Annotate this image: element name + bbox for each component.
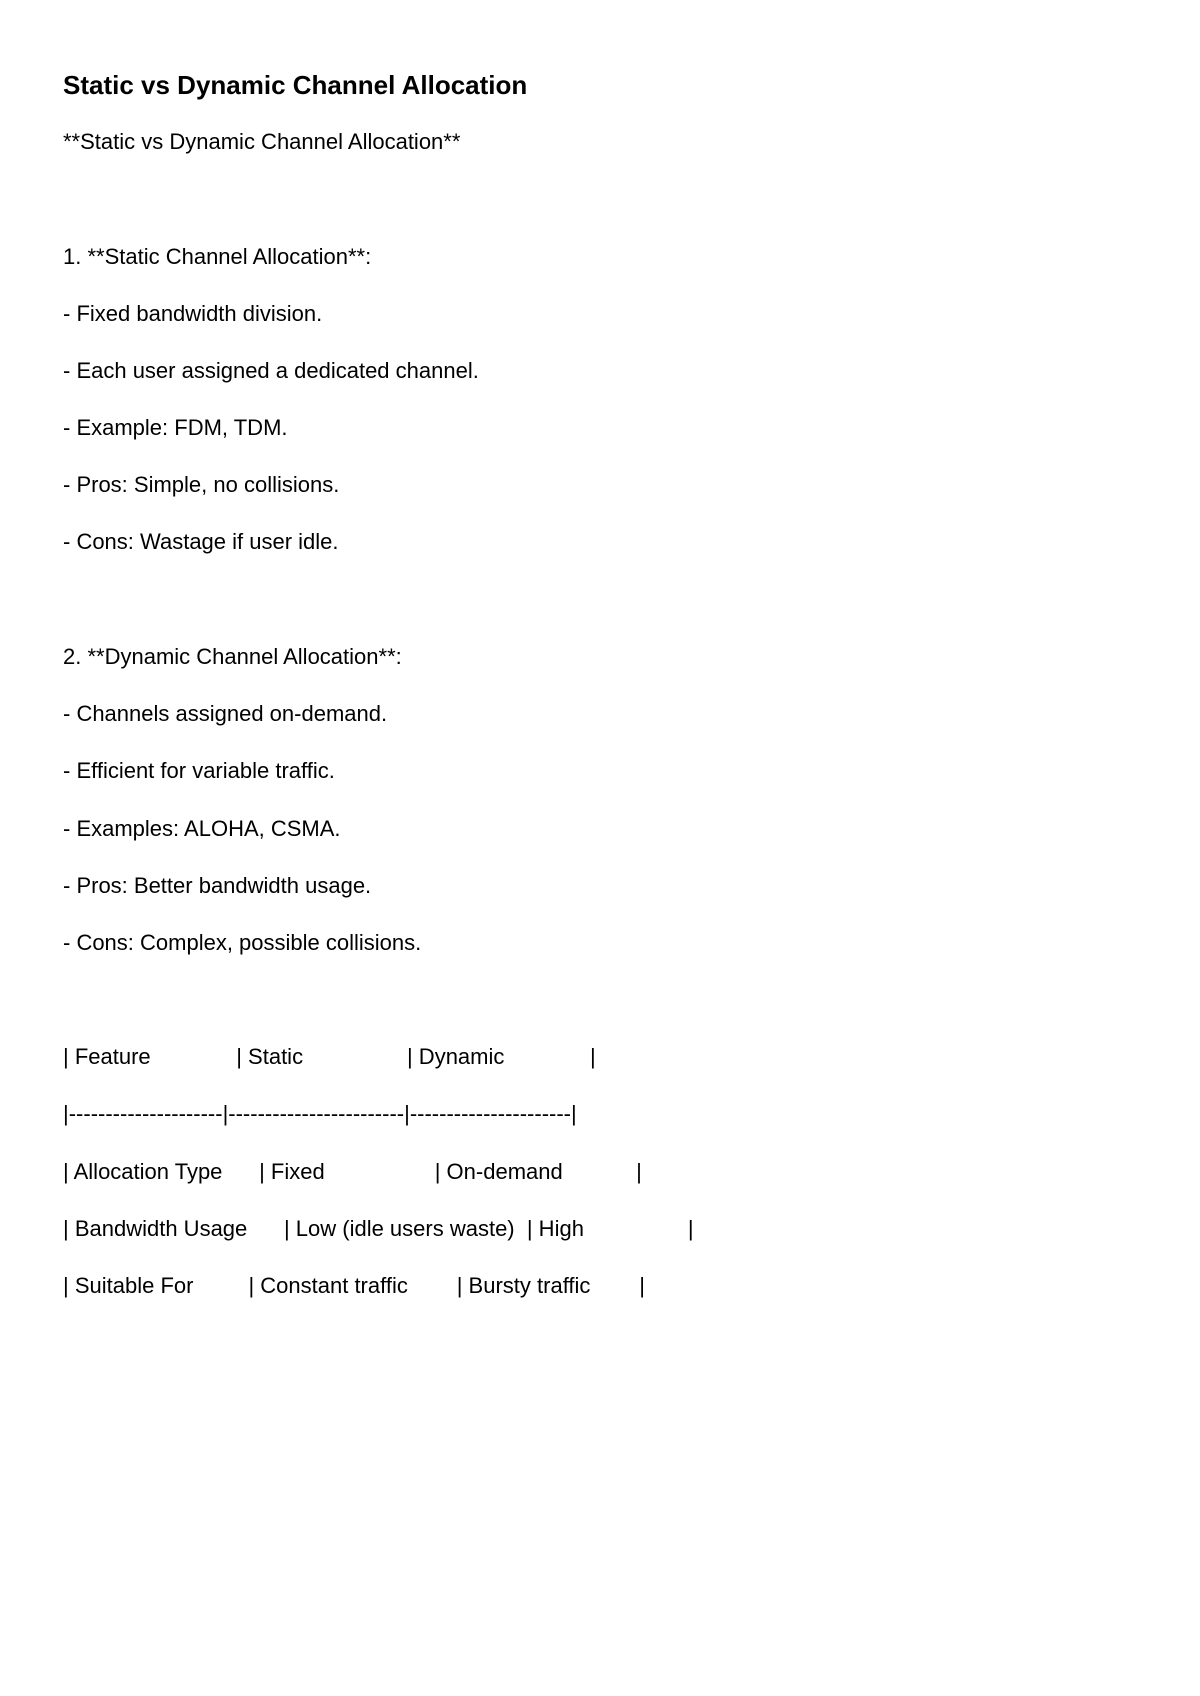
section1-bullet: - Each user assigned a dedicated channel.: [63, 358, 479, 383]
section1-bullet: - Pros: Simple, no collisions.: [63, 472, 340, 497]
table-header-line: | Feature | Static | Dynamic |: [63, 1044, 596, 1069]
section2-bullet: - Channels assigned on-demand.: [63, 701, 388, 726]
section1-bullet: - Fixed bandwidth division.: [63, 301, 323, 326]
section2-bullet: - Efficient for variable traffic.: [63, 758, 335, 783]
section2-heading: 2. **Dynamic Channel Allocation**:: [63, 644, 402, 669]
section2-bullet: - Cons: Complex, possible collisions.: [63, 930, 422, 955]
table-row-line: | Bandwidth Usage | Low (idle users waste) | High |: [63, 1216, 694, 1241]
section1-bullet: - Cons: Wastage if user idle.: [63, 529, 339, 554]
table-row-line: | Allocation Type | Fixed | On-demand |: [63, 1159, 642, 1184]
section2-bullet: - Pros: Better bandwidth usage.: [63, 873, 372, 898]
table-row-line: | Suitable For | Constant traffic | Bursty traffic |: [63, 1273, 646, 1298]
section1-heading: 1. **Static Channel Allocation**:: [63, 244, 372, 269]
document-title: Static vs Dynamic Channel Allocation: [63, 70, 528, 100]
document-subtitle: **Static vs Dynamic Channel Allocation**: [63, 129, 461, 154]
section2-bullet: - Examples: ALOHA, CSMA.: [63, 816, 341, 841]
table-separator-line: |---------------------|------------------------|----------------------|: [63, 1101, 577, 1126]
section1-bullet: - Example: FDM, TDM.: [63, 415, 288, 440]
